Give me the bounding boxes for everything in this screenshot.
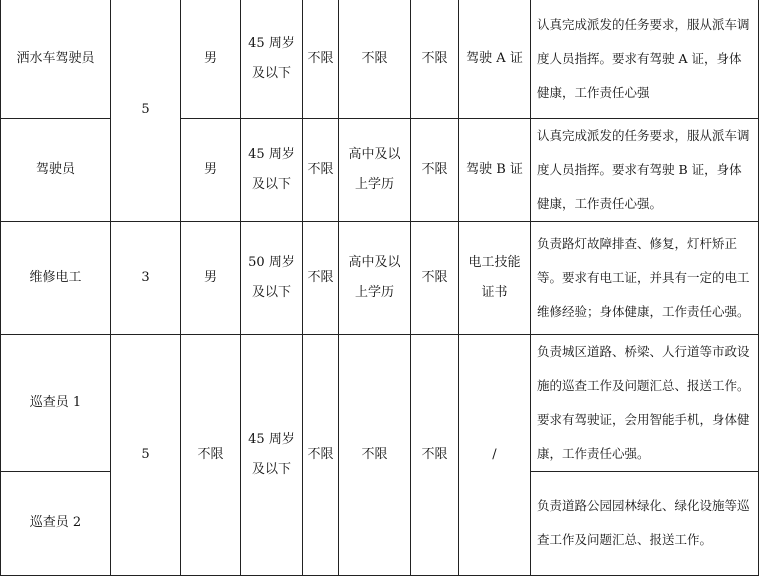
hiring-count: 5: [111, 0, 181, 221]
job-requirement: 负责道路公园园林绿化、绿化设施等巡查工作及问题汇总、报送工作。: [531, 471, 759, 575]
major: 不限: [303, 334, 339, 575]
other-requirement: 不限: [411, 118, 459, 221]
other-requirement: 不限: [411, 221, 459, 334]
age-limit: 45 周岁及以下: [241, 0, 303, 118]
job-title: 驾驶员: [1, 118, 111, 221]
gender: 男: [181, 118, 241, 221]
certificate: 驾驶 B 证: [459, 118, 531, 221]
job-requirement: 负责路灯故障排查、修复，灯杆矫正等。要求有电工证，并具有一定的电工维修经验；身体健康，工作责任心强。: [531, 221, 759, 334]
gender: 男: [181, 221, 241, 334]
age-limit: 50 周岁及以下: [241, 221, 303, 334]
other-requirement: 不限: [411, 0, 459, 118]
hiring-count: 5: [111, 334, 181, 575]
major: 不限: [303, 0, 339, 118]
certificate: 电工技能证书: [459, 221, 531, 334]
job-requirement: 认真完成派发的任务要求，服从派车调度人员指挥。要求有驾驶 A 证，身体健康，工作责任心强: [531, 0, 759, 118]
major: 不限: [303, 221, 339, 334]
age-limit: 45 周岁及以下: [241, 334, 303, 575]
job-title: 维修电工: [1, 221, 111, 334]
other-requirement: 不限: [411, 334, 459, 575]
table-row: [1, 334, 759, 471]
job-requirement: 负责城区道路、桥梁、人行道等市政设施的巡查工作及问题汇总、报送工作。要求有驾驶证，会用智能手机，身体健康，工作责任心强。: [531, 334, 759, 471]
education: 不限: [339, 0, 411, 118]
education: 不限: [339, 334, 411, 575]
job-title: 巡查员 2: [1, 471, 111, 575]
education: 高中及以上学历: [339, 118, 411, 221]
education: 高中及以上学历: [339, 221, 411, 334]
gender: 男: [181, 0, 241, 118]
job-title: 洒水车驾驶员: [1, 0, 111, 118]
table-row: [1, 0, 759, 118]
certificate: /: [459, 334, 531, 575]
age-limit: 45 周岁及以下: [241, 118, 303, 221]
job-requirement: 认真完成派发的任务要求，服从派车调度人员指挥。要求有驾驶 B 证，身体健康，工作责任心强。: [531, 118, 759, 221]
hiring-count: 3: [111, 221, 181, 334]
gender: 不限: [181, 334, 241, 575]
certificate: 驾驶 A 证: [459, 0, 531, 118]
major: 不限: [303, 118, 339, 221]
job-title: 巡查员 1: [1, 334, 111, 471]
table-row: [1, 221, 759, 334]
